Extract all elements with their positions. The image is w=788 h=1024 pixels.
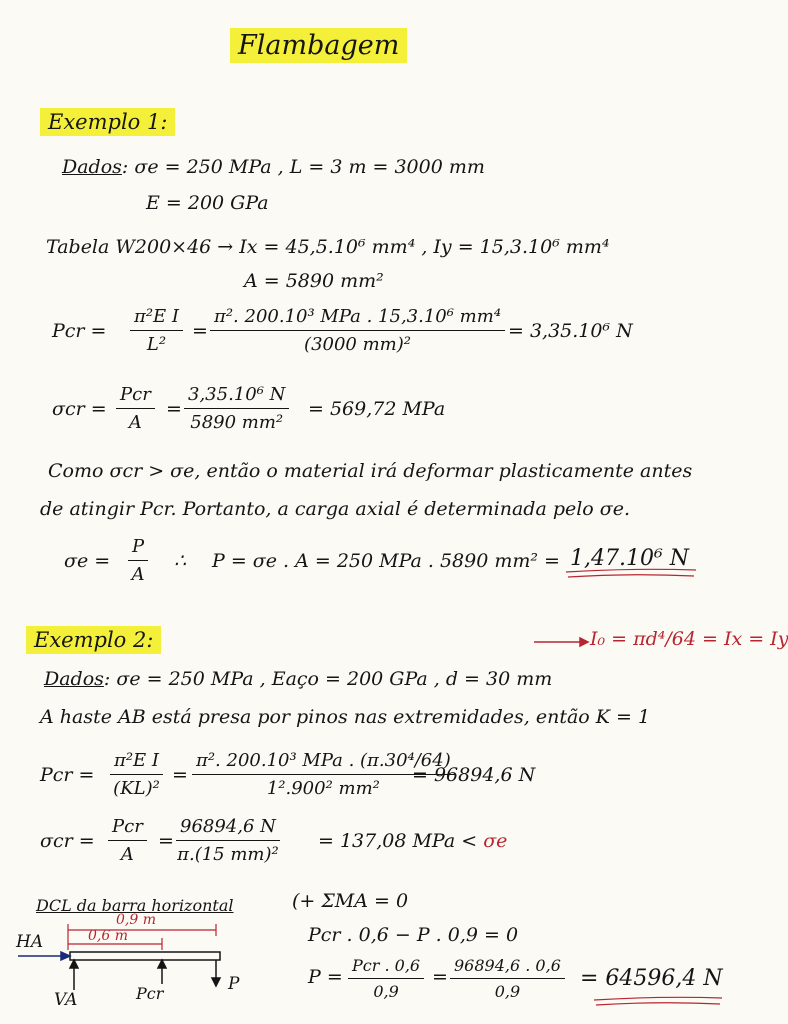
fraction-numerator: Pcr [116, 384, 155, 409]
fraction-numerator: Pcr . 0,6 [348, 956, 424, 979]
result-underline-1 [566, 569, 696, 577]
ex1-text-line-2: de atingir Pcr. Portanto, a carga axial é determinada pelo σe. [40, 498, 631, 520]
ex2-sigma-e-compare: σe [483, 830, 508, 852]
ex1-final-result: 1,47.10⁶ N [570, 546, 690, 571]
dcl-final-result: = 64596,4 N [580, 966, 723, 991]
ex1-dados-label: Dados [62, 156, 122, 178]
dcl-dim-0-9: 0,9 m [116, 912, 156, 928]
equals-sign: = [158, 830, 174, 852]
ex1-text-line-1: Como σcr > σe, então o material irá deformar plasticamente antes [48, 460, 693, 482]
therefore-symbol: ∴ [174, 550, 187, 572]
equals-sign: = [172, 764, 188, 786]
fraction-denominator: 0,9 [494, 982, 521, 1001]
dcl-pcr-label: Pcr [136, 984, 164, 1003]
example-2-heading: Exemplo 2: [26, 626, 161, 654]
fraction-numerator: π². 200.10³ MPa . (π.30⁴/64) [192, 750, 455, 775]
fraction-denominator: (KL)² [113, 778, 160, 799]
ex2-scr-value: = 137,08 MPa < [318, 830, 478, 852]
dcl-p-label: P [228, 974, 240, 994]
ex1-dados-values: : σe = 250 MPa , L = 3 m = 3000 mm [121, 156, 485, 178]
dcl-ha-label: HA [16, 932, 44, 952]
dcl-title: DCL da barra horizontal [36, 896, 234, 915]
dcl-va-label: VA [54, 990, 78, 1010]
fraction-denominator: 5890 mm² [190, 412, 284, 433]
ex1-pcr-result: = 3,35.10⁶ N [508, 320, 633, 342]
fraction-denominator: A [128, 412, 142, 433]
fraction-denominator: (3000 mm)² [304, 334, 411, 355]
ex2-inertia-note: I₀ = πd⁴/64 = Ix = Iy [590, 628, 788, 650]
example-1-heading: Exemplo 1: [40, 108, 175, 136]
dcl-moment-eq: (+ ΣMA = 0 [292, 890, 409, 912]
pcr-arrow [158, 960, 166, 984]
fraction-numerator: P [128, 536, 148, 561]
fraction-numerator: 96894,6 N [176, 816, 280, 841]
va-arrow [70, 960, 78, 990]
result-underline-2 [594, 997, 722, 1005]
fraction-numerator: Pcr [108, 816, 147, 841]
ex2-dados-label: Dados [44, 668, 104, 690]
beam [70, 952, 220, 960]
ex1-data-line-2: E = 200 GPa [146, 192, 269, 214]
ex1-area-line: A = 5890 mm² [244, 270, 384, 292]
ex2-pcr-result: = 96894,6 N [412, 764, 536, 786]
fraction-numerator: 96894,6 . 0,6 [450, 956, 565, 979]
ex2-pcr-lhs: Pcr = [40, 764, 95, 786]
fraction-numerator: π²E I [130, 306, 183, 331]
fraction-denominator: L² [146, 334, 167, 355]
fraction-denominator: A [120, 844, 134, 865]
p-arrow [212, 960, 220, 986]
ex1-se-lhs: σe = [64, 550, 111, 572]
equals-sign: = [166, 398, 182, 420]
ex1-table-line: Tabela W200×46 → Ix = 45,5.10⁶ mm⁴ , Iy = 15,3.10⁶ mm⁴ [46, 236, 610, 258]
inertia-arrow [534, 638, 588, 646]
dcl-p-fraction-1 [348, 956, 424, 1001]
dcl-dim-0-6: 0,6 m [88, 928, 128, 944]
ex2-dados-values: : σe = 250 MPa , Eaço = 200 GPa , d = 30 mm [103, 668, 553, 690]
ex1-se-rhs: P = σe . A = 250 MPa . 5890 mm² = [212, 550, 560, 572]
fraction-denominator: A [131, 564, 145, 585]
ex1-scr-result: = 569,72 MPa [308, 398, 446, 420]
fraction-denominator: 0,9 [373, 982, 399, 1001]
fraction-numerator: π². 200.10³ MPa . 15,3.10⁶ mm⁴ [210, 306, 505, 331]
fraction-numerator: 3,35.10⁶ N [184, 384, 289, 409]
ex1-pcr-lhs: Pcr = [52, 320, 107, 342]
ex2-scr-lhs: σcr = [40, 830, 95, 852]
fraction-numerator: π²E I [110, 750, 163, 775]
ha-arrow [18, 952, 70, 960]
page-title: Flambagem [230, 28, 407, 63]
dcl-p-fraction-2 [450, 956, 565, 1001]
ex1-scr-lhs: σcr = [52, 398, 107, 420]
equals-sign: = [192, 320, 208, 342]
fraction-denominator: π.(15 mm)² [177, 844, 279, 865]
ex2-haste-line: A haste AB está presa por pinos nas extremidades, então K = 1 [40, 706, 651, 728]
dcl-p-lhs: P = [308, 966, 343, 988]
dcl-eq1: Pcr . 0,6 − P . 0,9 = 0 [308, 924, 519, 946]
fraction-denominator: 1².900² mm² [266, 778, 380, 799]
equals-sign: = [432, 966, 448, 988]
